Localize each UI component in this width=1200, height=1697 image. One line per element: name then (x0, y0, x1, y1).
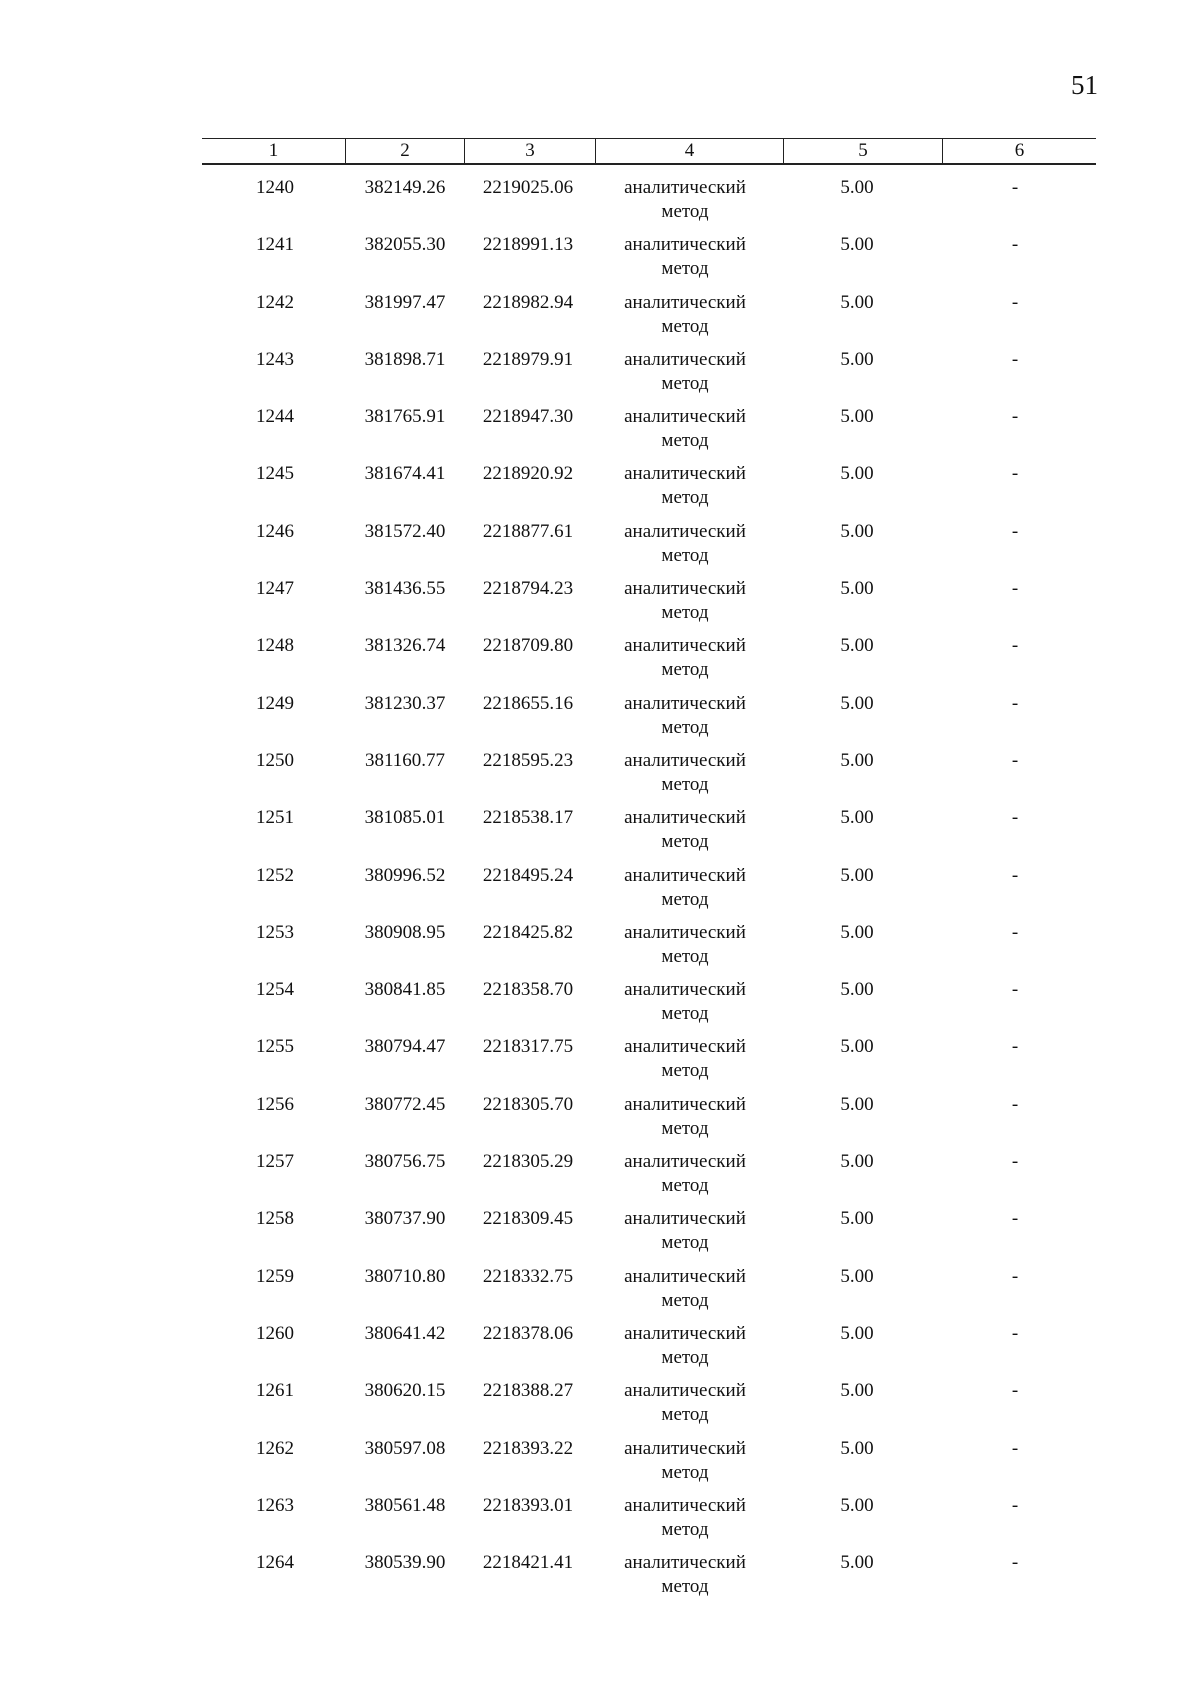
method-line-2: метод (661, 1232, 709, 1254)
coordinate-x: 381572.40 (364, 520, 446, 542)
coordinate-y: 2218421.41 (482, 1552, 574, 1574)
method-line-2: метод (661, 544, 709, 566)
method (600, 520, 770, 568)
coordinate-y: 2218655.16 (482, 692, 574, 714)
coordinate-x: 380597.08 (364, 1437, 446, 1459)
method-line-2: метод (661, 315, 709, 337)
method-line-2: метод (661, 1289, 709, 1311)
coordinate-y: 2218947.30 (482, 406, 574, 428)
coordinate-y: 2218393.01 (482, 1494, 574, 1516)
accuracy: 5.00 (840, 979, 874, 1001)
accuracy: 5.00 (840, 520, 874, 542)
coordinate-x: 380841.85 (364, 979, 446, 1001)
header-col-4: 4 (684, 140, 695, 161)
method (600, 864, 770, 912)
method-line-1: аналитический (624, 1322, 746, 1344)
point-number: 1260 (256, 1322, 294, 1344)
header-col-6: 6 (1014, 140, 1025, 161)
method (600, 978, 770, 1026)
method-line-2: метод (661, 1404, 709, 1426)
method-line-1: аналитический (624, 1151, 746, 1173)
method-line-1: аналитический (624, 578, 746, 600)
table-row (0, 1265, 1200, 1322)
note: - (1011, 921, 1019, 943)
method-line-1: аналитический (624, 1552, 746, 1574)
coordinate-y: 2218358.70 (482, 979, 574, 1001)
table-row (0, 462, 1200, 519)
page-number: 51 (1071, 70, 1098, 100)
method-line-2: метод (661, 716, 709, 738)
coordinate-x: 381160.77 (364, 749, 446, 771)
method-line-1: аналитический (624, 749, 746, 771)
point-number: 1256 (256, 1093, 294, 1115)
coordinate-y: 2218794.23 (482, 578, 574, 600)
accuracy: 5.00 (840, 1494, 874, 1516)
note: - (1011, 1437, 1019, 1459)
coordinate-x: 380772.45 (364, 1093, 446, 1115)
method-line-1: аналитический (624, 1494, 746, 1516)
method (600, 1265, 770, 1313)
point-number: 1244 (256, 406, 294, 428)
method-line-2: метод (661, 430, 709, 452)
note: - (1011, 1552, 1019, 1574)
method (600, 634, 770, 682)
header-col-5: 5 (858, 140, 868, 161)
accuracy: 5.00 (840, 1380, 874, 1402)
coordinate-y: 2218538.17 (482, 807, 574, 829)
coordinate-x: 382055.30 (364, 234, 446, 256)
note: - (1011, 692, 1019, 714)
method-line-2: метод (661, 372, 709, 394)
coordinate-x: 380756.75 (364, 1151, 446, 1173)
coordinate-y: 2218332.75 (482, 1265, 574, 1287)
note: - (1011, 1093, 1019, 1115)
accuracy: 5.00 (840, 1151, 874, 1173)
method (600, 1207, 770, 1255)
point-number: 1240 (256, 177, 294, 198)
method-line-2: метод (661, 831, 709, 853)
point-number: 1243 (256, 348, 294, 370)
method (600, 1035, 770, 1083)
accuracy: 5.00 (840, 749, 874, 771)
note: - (1011, 979, 1019, 1001)
coordinate-x: 380996.52 (364, 864, 446, 886)
point-number: 1246 (256, 520, 294, 542)
accuracy: 5.00 (840, 1552, 874, 1574)
point-number: 1252 (256, 864, 294, 886)
note: - (1011, 177, 1019, 198)
note: - (1011, 1265, 1019, 1287)
accuracy: 5.00 (840, 234, 874, 256)
coordinate-y: 2218877.61 (482, 520, 574, 542)
method (600, 692, 770, 740)
point-number: 1248 (256, 635, 294, 657)
coordinate-y: 2218393.22 (482, 1437, 574, 1459)
table-row (0, 405, 1200, 462)
method-line-2: метод (661, 1060, 709, 1082)
point-number: 1247 (256, 578, 294, 600)
coordinate-x: 381674.41 (364, 463, 446, 485)
method-line-1: аналитический (624, 1265, 746, 1287)
table-row (0, 749, 1200, 806)
point-number: 1242 (256, 291, 294, 313)
method-line-2: метод (661, 487, 709, 509)
point-number: 1245 (256, 463, 294, 485)
method (600, 921, 770, 969)
point-number: 1241 (256, 234, 294, 256)
coordinate-y: 2218309.45 (482, 1208, 574, 1230)
coordinate-x: 381230.37 (364, 692, 446, 714)
method (600, 1322, 770, 1370)
point-number: 1257 (256, 1151, 294, 1173)
point-number: 1251 (256, 807, 294, 829)
method (600, 176, 770, 224)
coordinate-y: 2218982.94 (482, 291, 574, 313)
accuracy: 5.00 (840, 463, 874, 485)
coordinate-y: 2219025.06 (482, 177, 574, 198)
point-number: 1263 (256, 1494, 294, 1516)
note: - (1011, 463, 1019, 485)
table-row (0, 1150, 1200, 1207)
method-line-1: аналитический (624, 807, 746, 829)
coordinate-x: 380561.48 (364, 1494, 446, 1516)
coordinate-y: 2218595.23 (482, 749, 574, 771)
accuracy: 5.00 (840, 807, 874, 829)
coordinate-x: 380641.42 (364, 1322, 446, 1344)
method-line-1: аналитический (624, 348, 746, 370)
table-row (0, 692, 1200, 749)
method (600, 806, 770, 854)
table-row (0, 1551, 1200, 1608)
method-line-1: аналитический (624, 921, 746, 943)
method-line-1: аналитический (624, 1036, 746, 1058)
coordinate-y: 2218709.80 (482, 635, 574, 657)
coordinate-x: 381326.74 (364, 635, 446, 657)
note: - (1011, 520, 1019, 542)
coordinate-x: 381085.01 (364, 807, 446, 829)
note: - (1011, 864, 1019, 886)
method (600, 233, 770, 281)
method-line-2: метод (661, 1175, 709, 1197)
method-line-1: аналитический (624, 234, 746, 256)
point-number: 1259 (256, 1265, 294, 1287)
note: - (1011, 635, 1019, 657)
coordinate-x: 380539.90 (364, 1552, 446, 1574)
method-line-2: метод (661, 201, 709, 222)
method-line-2: метод (661, 945, 709, 967)
method-line-2: метод (661, 1461, 709, 1483)
method (600, 405, 770, 453)
coordinate-x: 382149.26 (364, 177, 446, 198)
coordinate-x: 380737.90 (364, 1208, 446, 1230)
method (600, 1379, 770, 1427)
coordinate-x: 381765.91 (364, 406, 446, 428)
table-row (0, 1437, 1200, 1494)
header-col-2: 2 (400, 140, 410, 161)
coordinate-y: 2218495.24 (482, 864, 574, 886)
method (600, 749, 770, 797)
point-number: 1249 (256, 692, 294, 714)
coordinate-x: 380908.95 (364, 921, 446, 943)
accuracy: 5.00 (840, 1322, 874, 1344)
point-number: 1261 (256, 1380, 294, 1402)
table-row (0, 921, 1200, 978)
method-line-1: аналитический (624, 177, 746, 198)
method (600, 291, 770, 339)
method (600, 1437, 770, 1485)
table-row (0, 806, 1200, 863)
coordinate-y: 2218305.70 (482, 1093, 574, 1115)
point-number: 1253 (256, 921, 294, 943)
table-row (0, 348, 1200, 405)
accuracy: 5.00 (840, 348, 874, 370)
method-line-1: аналитический (624, 635, 746, 657)
method (600, 1150, 770, 1198)
accuracy: 5.00 (840, 1437, 874, 1459)
coordinate-y: 2218425.82 (482, 921, 574, 943)
table-header (202, 138, 1096, 165)
accuracy: 5.00 (840, 921, 874, 943)
note: - (1011, 406, 1019, 428)
method (600, 577, 770, 625)
method-line-2: метод (661, 888, 709, 910)
coordinate-y: 2218388.27 (482, 1380, 574, 1402)
accuracy: 5.00 (840, 406, 874, 428)
method-line-1: аналитический (624, 463, 746, 485)
table-row (0, 1494, 1200, 1551)
method-line-1: аналитический (624, 520, 746, 542)
accuracy: 5.00 (840, 177, 874, 198)
coordinate-y: 2218378.06 (482, 1322, 574, 1344)
table-row (0, 864, 1200, 921)
method (600, 348, 770, 396)
coordinate-x: 380620.15 (364, 1380, 446, 1402)
point-number: 1250 (256, 749, 294, 771)
table-row (0, 1093, 1200, 1150)
coordinate-y: 2218317.75 (482, 1036, 574, 1058)
note: - (1011, 1151, 1019, 1173)
note: - (1011, 1380, 1019, 1402)
accuracy: 5.00 (840, 291, 874, 313)
coordinate-y: 2218920.92 (482, 463, 574, 485)
point-number: 1262 (256, 1437, 294, 1459)
method (600, 1551, 770, 1599)
table-row (0, 291, 1200, 348)
method-line-1: аналитический (624, 864, 746, 886)
method (600, 1494, 770, 1542)
method-line-1: аналитический (624, 291, 746, 313)
accuracy: 5.00 (840, 1208, 874, 1230)
table-row (0, 577, 1200, 634)
coordinate-y: 2218305.29 (482, 1151, 574, 1173)
table-row (0, 1207, 1200, 1264)
note: - (1011, 1208, 1019, 1230)
method-line-1: аналитический (624, 979, 746, 1001)
table-row (0, 634, 1200, 691)
table-body (0, 176, 1200, 1608)
method-line-1: аналитический (624, 692, 746, 714)
accuracy: 5.00 (840, 635, 874, 657)
method-line-2: метод (661, 1346, 709, 1368)
note: - (1011, 1494, 1019, 1516)
accuracy: 5.00 (840, 1093, 874, 1115)
table-row (0, 978, 1200, 1035)
point-number: 1255 (256, 1036, 294, 1058)
coordinate-x: 380794.47 (364, 1036, 446, 1058)
coordinate-x: 380710.80 (364, 1265, 446, 1287)
method-line-2: метод (661, 1576, 709, 1598)
note: - (1011, 234, 1019, 256)
method-line-2: метод (661, 773, 709, 795)
table-row (0, 1379, 1200, 1436)
method-line-2: метод (661, 1117, 709, 1139)
point-number: 1264 (256, 1552, 294, 1574)
header-col-3: 3 (525, 140, 535, 161)
point-number: 1254 (256, 979, 294, 1001)
coordinate-y: 2218991.13 (482, 234, 574, 256)
table-row (0, 233, 1200, 290)
accuracy: 5.00 (840, 578, 874, 600)
note: - (1011, 807, 1019, 829)
coordinate-x: 381898.71 (364, 348, 446, 370)
note: - (1011, 1036, 1019, 1058)
method (600, 1093, 770, 1141)
accuracy: 5.00 (840, 1036, 874, 1058)
point-number: 1258 (256, 1208, 294, 1230)
accuracy: 5.00 (840, 692, 874, 714)
coordinate-x: 381436.55 (364, 578, 446, 600)
note: - (1011, 291, 1019, 313)
note: - (1011, 1322, 1019, 1344)
method-line-2: метод (661, 1518, 709, 1540)
header-col-1: 1 (268, 140, 279, 161)
coordinate-x: 381997.47 (364, 291, 446, 313)
method-line-2: метод (661, 659, 709, 681)
table-row (0, 520, 1200, 577)
method-line-1: аналитический (624, 1208, 746, 1230)
method-line-2: метод (661, 1003, 709, 1025)
method-line-1: аналитический (624, 1380, 746, 1402)
method (600, 462, 770, 510)
method-line-2: метод (661, 258, 709, 280)
note: - (1011, 749, 1019, 771)
note: - (1011, 578, 1019, 600)
coordinate-y: 2218979.91 (482, 348, 574, 370)
table-row (0, 176, 1200, 233)
method-line-1: аналитический (624, 1437, 746, 1459)
method-line-2: метод (661, 602, 709, 624)
method-line-1: аналитический (624, 406, 746, 428)
accuracy: 5.00 (840, 864, 874, 886)
table-row (0, 1035, 1200, 1092)
method-line-1: аналитический (624, 1093, 746, 1115)
table-row (0, 1322, 1200, 1379)
note: - (1011, 348, 1019, 370)
accuracy: 5.00 (840, 1265, 874, 1287)
